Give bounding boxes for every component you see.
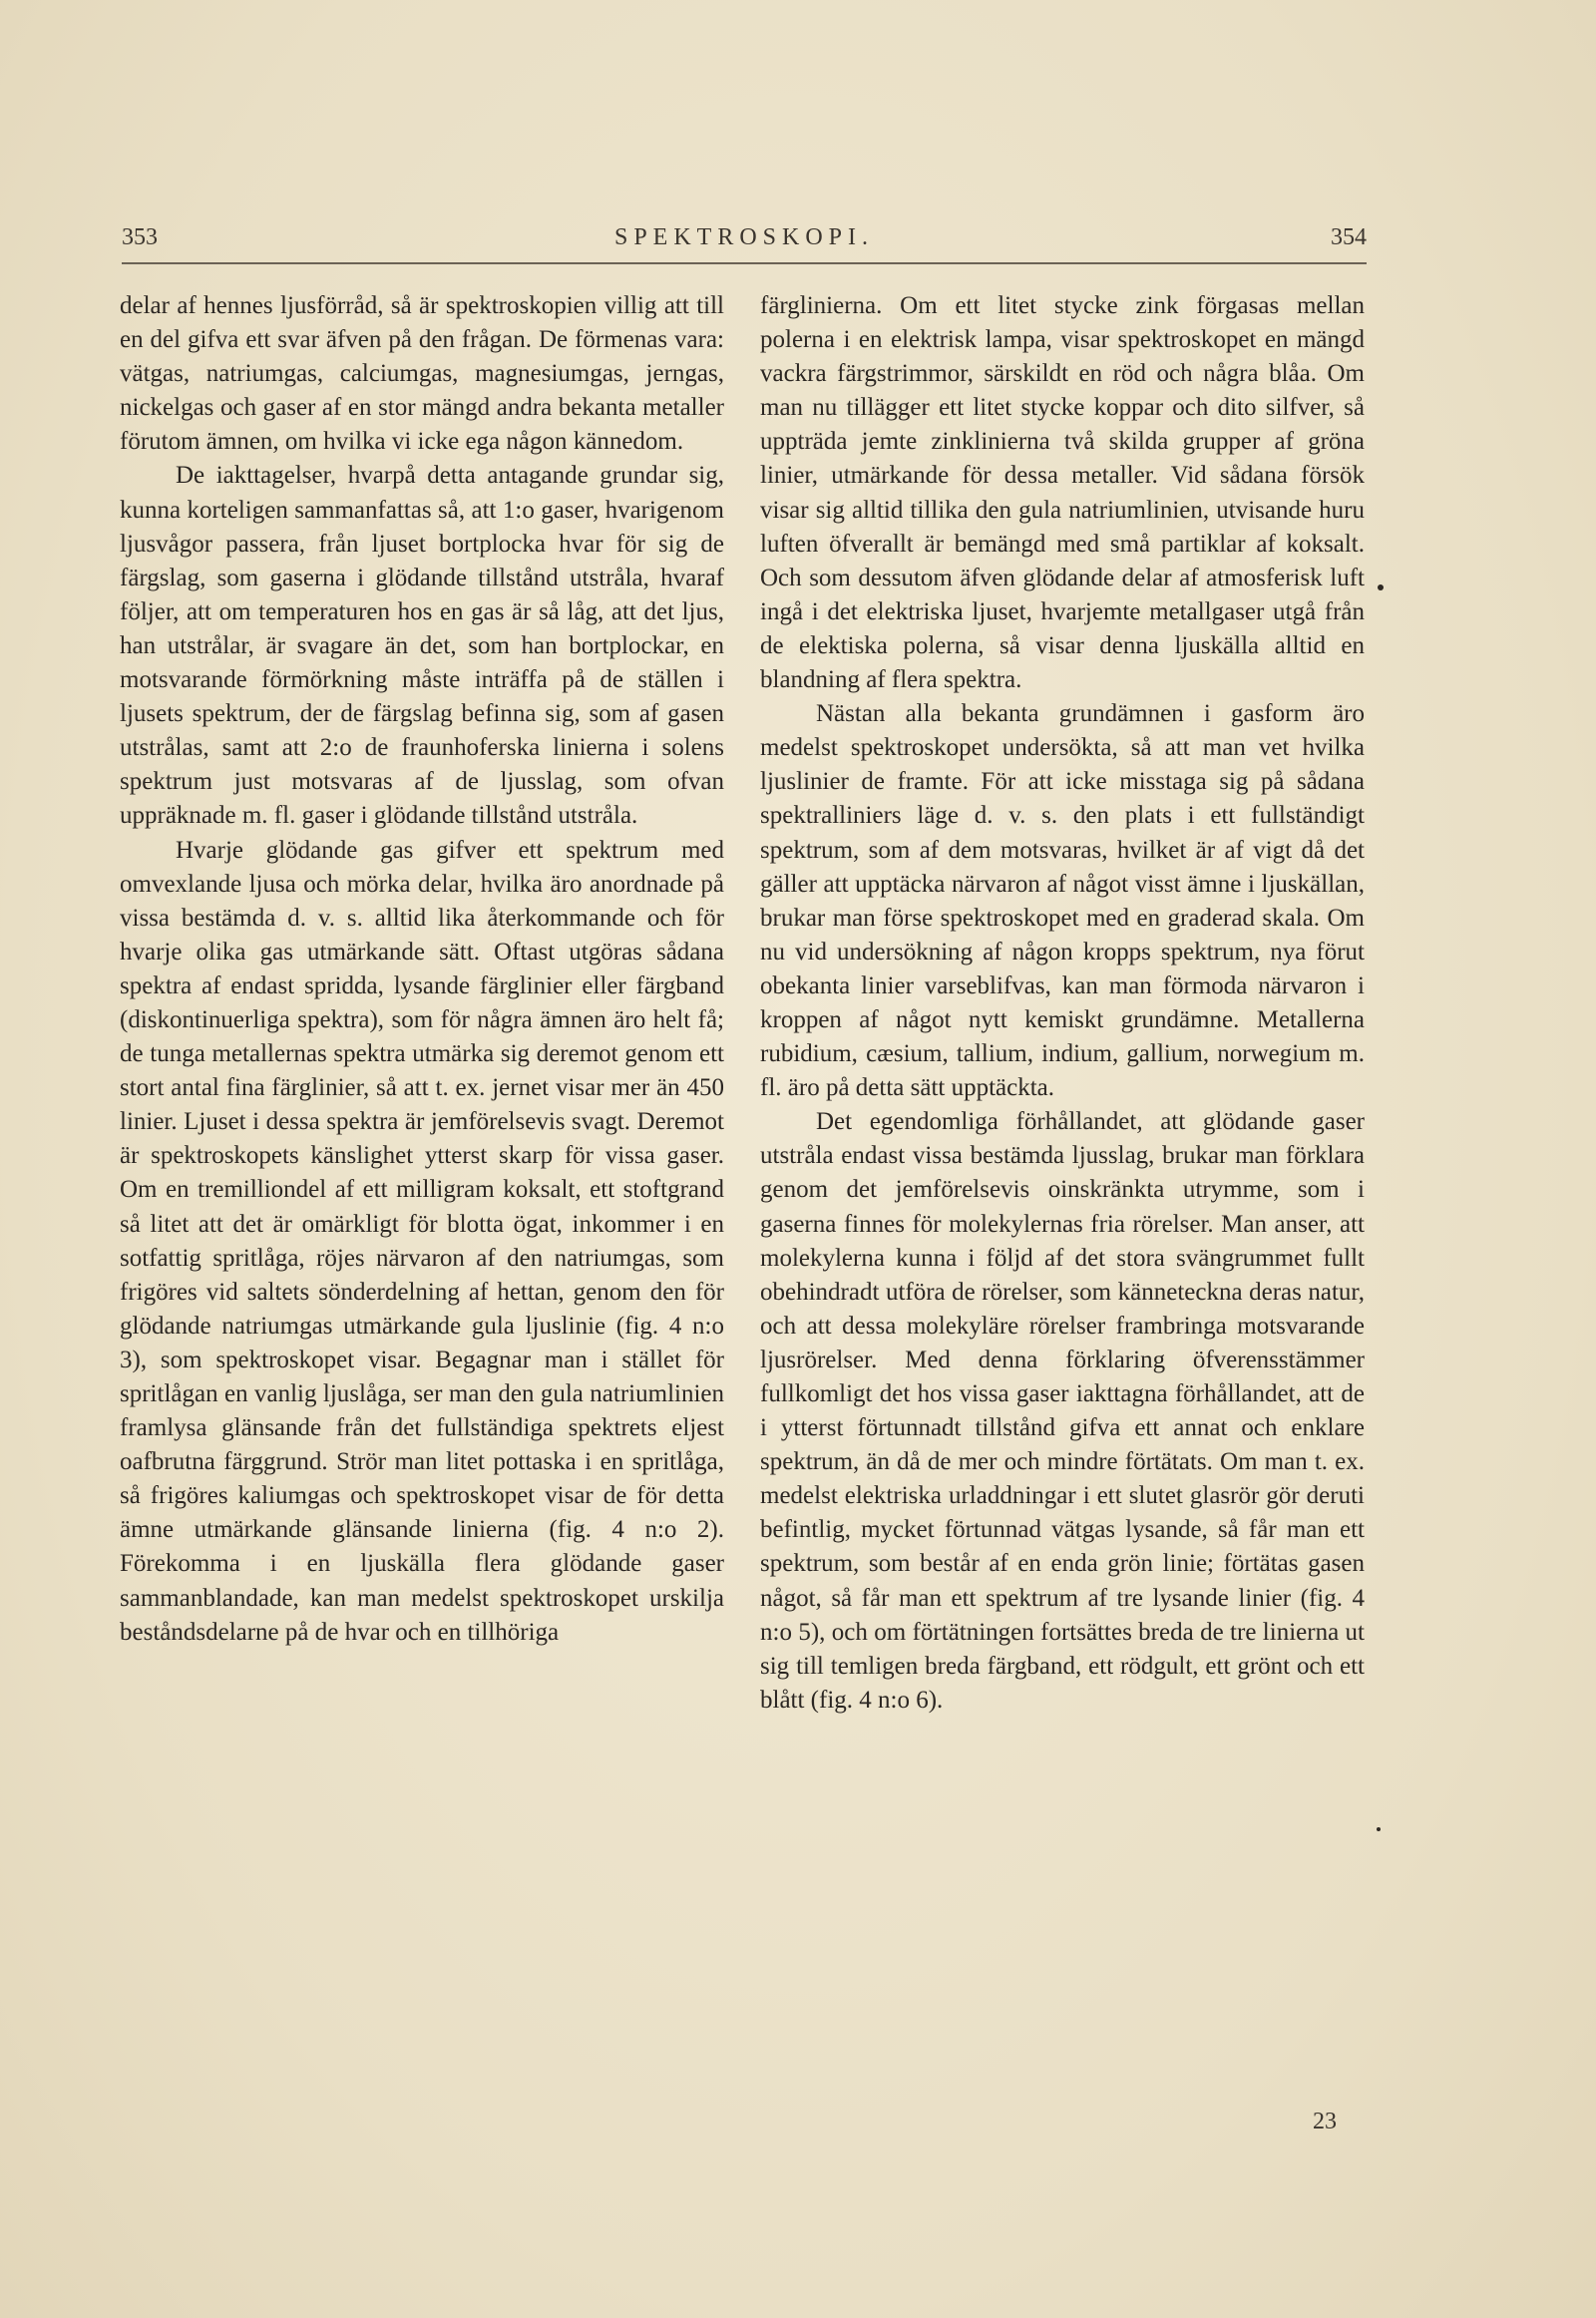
paragraph: De iakttagelser, hvarpå detta antagande grundar sig, kunna korteligen sammanfattas så, att 1:o gaser, hvarigenom ljusvågor passera, från ljuset bortplocka hvar för sig de färgslag, som gaserna i glödande tillstånd utstråla, hvaraf följer, att om temperaturen hos en gas är så låg, att det ljus, han utstrålar, är svagare än det, som han bortplockar, en motsvarande förmörkning måste inträffa på de ställen i ljusets spektrum, der de färgslag befinna sig, som af gasen utstrålas, samt att 2:o de fraunhoferska linierna i solens spektrum just motsvaras af de ljusslag, som ofvan uppräknade m. fl. gaser i glödande tillstånd utstråla. xyxy=(120,462,724,830)
paragraph: Hvarje glödande gas gifver ett spektrum med omvexlande ljusa och mörka delar, hvilka äro anordnade på vissa bestämda d. v. s. alltid lika återkommande och för hvarje olika gas utmärkande sätt. Oftast utgöras sådana spektra af endast spridda, lysande färglinier eller färgband (diskontinuerliga spektra), som för några ämnen äro helt få; de tunga metallernas spektra utmärka sig deremot genom ett stort antal fina färglinier, så att t. ex. jernet visar mer än 450 linier. Ljuset i dessa spektra är jemförelsevis svagt. Deremot är spektroskopets känslighet ytterst skarp för vissa gaser. Om en tremilliondel af ett milligram koksalt, ett stoftgrand så litet att det är omärkligt för blotta ögat, inkommer i en sotfattig spritlåga, röjes närvaron af den natriumgas, som frigöres vid saltets sönderdelning af hettan, genom den för glödande natriumgas utmärkande gula ljuslinie (fig. 4 n:o 3), som spektroskopet visar. Begagnar man i stället för spritlågan en vanlig ljuslåga, ser man den gula natriumlinien framlysa glänsande från det fullständiga spektrets eljest oafbrutna färggrund. Strör man litet pottaska i en spritlåga, så frigöres kaliumgas och spektroskopet visar de för detta ämne utmärkande glänsande linierna (fig. 4 n:o 2). Förekomma i en ljuskälla flera glödande gaser sammanblandade, kan man medelst spektroskopet urskilja beståndsdelarne på de hvar och en tillhöriga xyxy=(120,836,724,1646)
running-header xyxy=(122,214,1367,254)
paragraph: Nästan alla bekanta grundämnen i gasform äro medelst spektroskopet undersökta, så att man vet hvilka ljuslinier de framte. För att icke misstaga sig på sådana spektralliniers läge d. v. s. den plats i ett fullständigt spektrum, som af dem motsvaras, hvilket är af vigt då det gäller att upptäcka närvaron af något visst ämne i ljuskällan, brukar man förse spektroskopet med en graderad skala. Om nu vid undersökning af någon kropps spektrum, nya förut obekanta linier varseblifvas, kan man förmoda närvaron i kroppen af något nytt kemiskt grundämne. Metallerna rubidium, cæsium, tallium, indium, gallium, norwegium m. fl. äro på detta sätt upptäckta. xyxy=(760,700,1365,1102)
left-column xyxy=(120,289,724,2115)
ink-speck xyxy=(1378,584,1384,590)
page-number-left: 353 xyxy=(122,224,158,250)
paragraph: delar af hennes ljusförråd, så är spektroskopien villig att till en del gifva ett svar äfven på den frågan. De förmenas vara: vätgas, natriumgas, calciumgas, magnesiumgas, jerngas, nickelgas och gaser af en stor mängd andra bekanta metaller förutom ämnen, om hvilka vi icke ega någon kännedom. xyxy=(120,292,724,456)
ink-speck xyxy=(1377,1827,1381,1831)
right-column xyxy=(760,289,1365,2115)
page-number-right: 354 xyxy=(1331,224,1367,250)
paragraph: färglinierna. Om ett litet stycke zink förgasas mellan polerna i en elektrisk lampa, visar spektroskopet en mängd vackra färgstrimmor, särskildt en röd och några blåa. Om man nu tillägger ett litet stycke koppar och dito silfver, så uppträda jemte zinklinierna två skilda grupper af gröna linier, utmärkande för dessa metaller. Vid sådana försök visar sig alltid tillika den gula natriumlinien, utvisande huru luften öfverallt är bemängd med små partiklar af koksalt. Och som dessutom äfven glödande delar af atmosferisk luft ingå i det elektriska ljuset, hvarjemte metallgaser utgå från de elektiska polerna, så visar denna ljuskälla alltid en blandning af flera spektra. xyxy=(760,292,1365,694)
paragraph: Det egendomliga förhållandet, att glödande gaser utstråla endast vissa bestämda ljusslag, brukar man förklara genom det jemförelsevis oinskränkta utrymme, som i gaserna finnes för molekylernas fria rörelser. Man anser, att molekylerna kunna i följd af det stora svängrummet fullt obehindradt utföra de rörelser, som känneteckna deras natur, och att dessa molekyläre rörelser frambringa motsvarande ljusrörelser. Med denna förklaring öfverensstämmer fullkomligt det hos vissa gaser iakttagna förhållandet, att de i ytterst förtunnadt tillstånd gifva ett annat och enklare spektrum, än då de mer och mindre förtätats. Om man t. ex. medelst elektriska urladdningar i ett slutet glasrör gör deruti befintlig, mycket förtunnad vätgas lysande, så får man ett spektrum, som består af en enda grön linie; förtätas gasen något, så får man ett spektrum af tre lysande linier (fig. 4 n:o 5), och om förtätningen fortsättes breda de tre linierna ut sig till temligen breda färgband, ett rödgult, ett grönt och ett blått (fig. 4 n:o 6). xyxy=(760,1108,1365,1714)
running-title: SPEKTROSKOPI. xyxy=(613,224,875,250)
header-rule xyxy=(122,262,1367,264)
signature-mark: 23 xyxy=(1313,2109,1337,2134)
